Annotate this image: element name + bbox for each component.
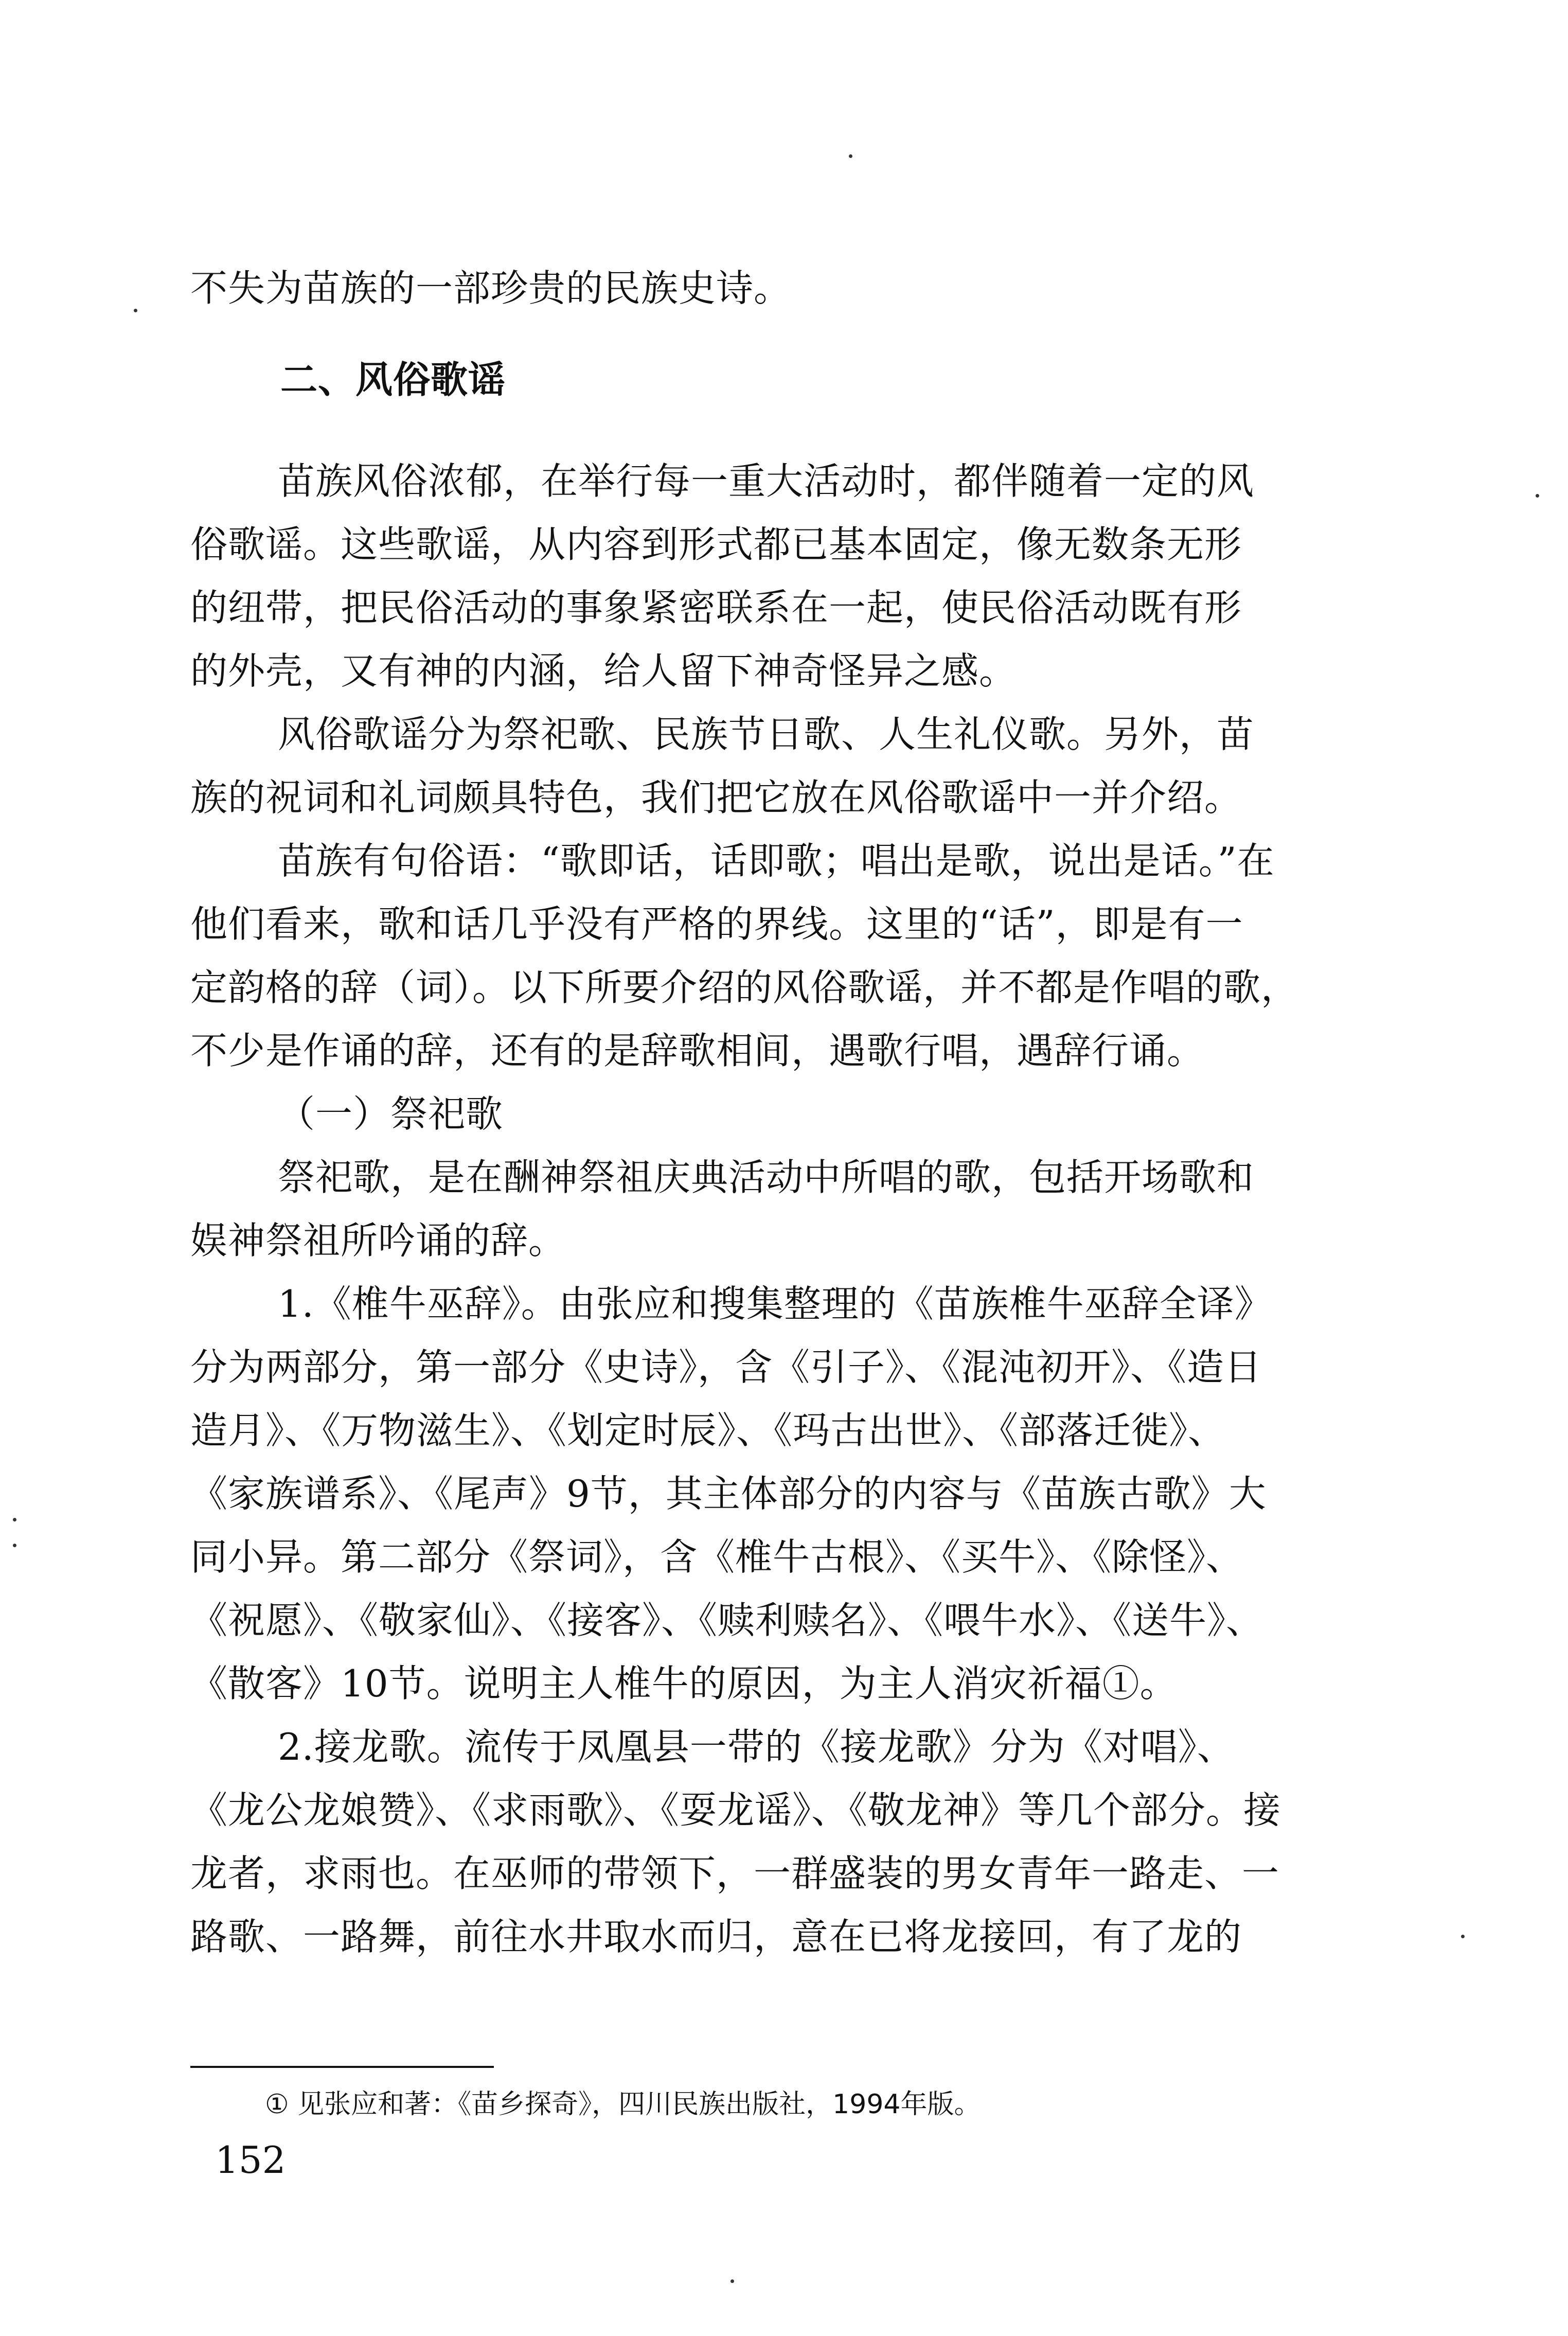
scan-speck	[1461, 1935, 1465, 1938]
paragraph-line: 龙者，求雨也。在巫师的带领下，一群盛装的男女青年一路走、一	[190, 1852, 1280, 1895]
paragraph-line: 1.《椎牛巫辞》。由张应和搜集整理的《苗族椎牛巫辞全译》	[278, 1282, 1272, 1325]
paragraph-line: 娱神祭祖所吟诵的辞。	[190, 1219, 566, 1262]
paragraph-line: 的纽带，把民俗活动的事象紧密联系在一起，使民俗活动既有形	[190, 586, 1242, 629]
scan-speck	[13, 1518, 16, 1521]
paragraph-line: 路歌、一路舞，前往水井取水而归，意在已将龙接回，有了龙的	[190, 1915, 1242, 1958]
paragraph-line: 《散客》10节。说明主人椎牛的原因，为主人消灾祈福①。	[190, 1662, 1178, 1705]
scan-speck	[13, 1544, 16, 1547]
paragraph-line: 《祝愿》、《敬家仙》、《接客》、《赎利赎名》、《喂牛水》、《送牛》、	[190, 1599, 1264, 1642]
paragraph-line: 分为两部分，第一部分《史诗》，含《引子》、《混沌初开》、《造日	[190, 1346, 1262, 1389]
paragraph-line: 《龙公龙娘赞》、《求雨歌》、《耍龙谣》、《敬龙神》等几个部分。接	[190, 1789, 1281, 1832]
scan-speck	[849, 154, 852, 158]
paragraph-line: 族的祝词和礼词颇具特色，我们把它放在风俗歌谣中一并介绍。	[190, 776, 1242, 819]
paragraph-line: 不失为苗族的一部珍贵的民族史诗。	[190, 267, 792, 310]
paragraph-line: 同小异。第二部分《祭词》，含《椎牛古根》、《买牛》、《除怪》、	[190, 1535, 1244, 1579]
footnote-divider	[190, 2066, 494, 2068]
paragraph-line: 2.接龙歌。流传于凤凰县一带的《接龙歌》分为《对唱》、	[278, 1725, 1235, 1768]
paragraph-line: 他们看来，歌和话几乎没有严格的界线。这里的“话”，即是有一	[190, 902, 1243, 946]
paragraph-line: 风俗歌谣分为祭祀歌、民族节日歌、人生礼仪歌。另外，苗	[278, 713, 1255, 756]
paragraph-line: 《家族谱系》、《尾声》9节，其主体部分的内容与《苗族古歌》大	[190, 1472, 1267, 1515]
subsection-heading: （一）祭祀歌	[278, 1092, 504, 1136]
scan-speck	[730, 2279, 734, 2283]
paragraph-line: 不少是作诵的辞，还有的是辞歌相间，遇歌行唱，遇辞行诵。	[190, 1029, 1205, 1072]
page-number: 152	[215, 2138, 286, 2182]
scan-speck	[134, 309, 137, 312]
paragraph-line: 造月》、《万物滋生》、《划定时辰》、《玛古出世》、《部落迁徙》、	[190, 1409, 1226, 1452]
paragraph-line: 俗歌谣。这些歌谣，从内容到形式都已基本固定，像无数条无形	[190, 523, 1242, 566]
section-heading: 二、风俗歌谣	[280, 358, 506, 401]
scan-speck	[1536, 494, 1539, 498]
paragraph-line: 苗族有句俗语：“歌即话，话即歌；唱出是歌，说出是话。”在	[278, 839, 1275, 882]
paragraph-line: 的外壳，又有神的内涵，给人留下神奇怪异之感。	[190, 649, 1017, 693]
paragraph-line: 苗族风俗浓郁，在举行每一重大活动时，都伴随着一定的风	[278, 459, 1255, 503]
paragraph-line: 祭祀歌，是在酬神祭祖庆典活动中所唱的歌，包括开场歌和	[278, 1156, 1255, 1199]
paragraph-line: 定韵格的辞（词）。以下所要介绍的风俗歌谣，并不都是作唱的歌，	[190, 966, 1299, 1009]
footnote: ① 见张应和著：《苗乡探奇》，四川民族出版社，1994年版。	[265, 2089, 981, 2120]
